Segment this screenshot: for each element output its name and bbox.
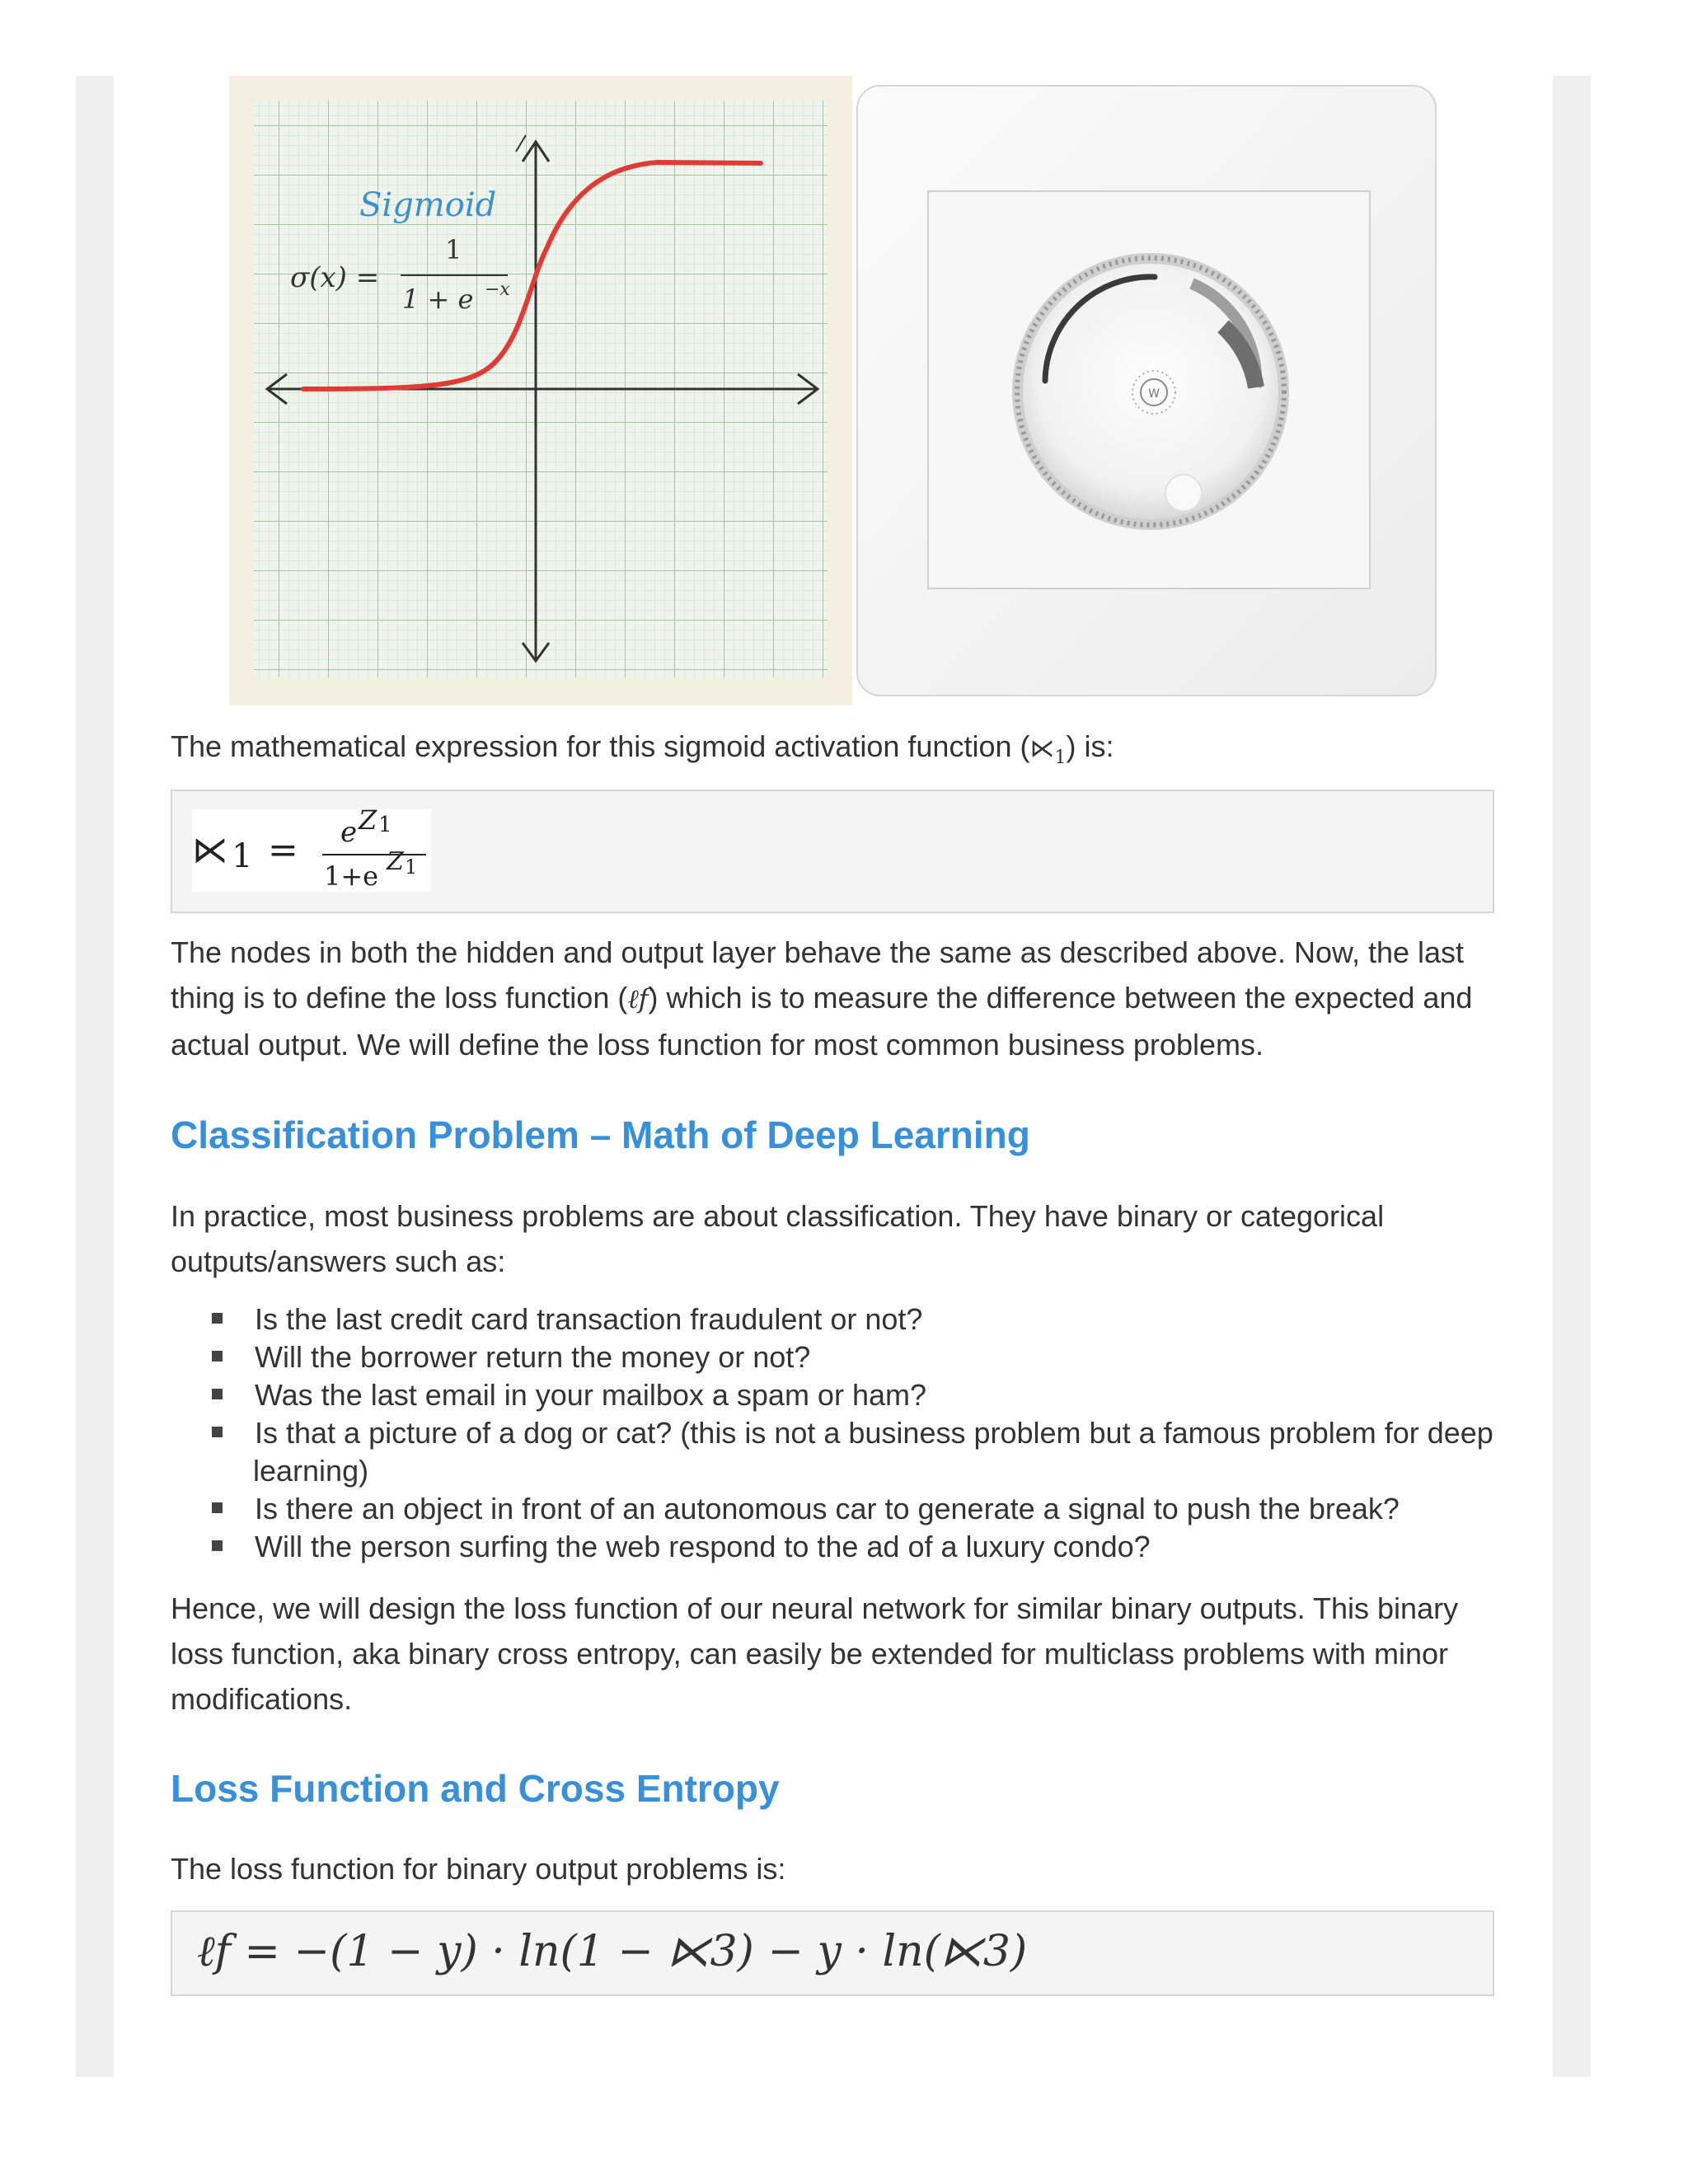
- ltimes-subscript: 1: [1054, 748, 1067, 769]
- loss-intro-paragraph: [171, 930, 1506, 1067]
- dimmer-badge: W: [1148, 387, 1160, 401]
- sigmoid-title: Sigmoid: [359, 186, 497, 224]
- list-item: [210, 1338, 1529, 1376]
- list-item-text: Was the last email in your mailbox a spam or ham?: [255, 1378, 926, 1412]
- sigmoid-lhs: σ(x) =: [290, 261, 380, 294]
- list-item-text: Will the person surfing the web respond to the ad of a luxury condo?: [255, 1530, 1151, 1563]
- sigmoid-denominator: 1 + e: [402, 284, 474, 315]
- para2-text-after: ) which is to measure the difference between the expected and actual output. We will define the loss function for most common business problems.: [171, 981, 1473, 1062]
- list-item-text: Is the last credit card transaction fraudulent or not?: [255, 1302, 923, 1336]
- formula1-num-base: e: [340, 816, 358, 849]
- classification-examples-list: [210, 1301, 1529, 1566]
- formula1-den-exp-sub: 1: [405, 855, 418, 879]
- bullet-marker: [212, 1389, 223, 1399]
- formula1-num-exp-sub: 1: [378, 813, 392, 837]
- sigmoid-intro-paragraph: [171, 724, 1506, 780]
- bullet-marker: [212, 1540, 223, 1551]
- sigmoid-numerator: 1: [445, 234, 462, 265]
- formula1-num-exp: Z: [359, 804, 377, 836]
- formula1-lhs-sub: 1: [232, 837, 253, 875]
- loss-function-intro: The loss function for binary output problems is:: [171, 1852, 786, 1886]
- formula1-equals: =: [268, 829, 298, 871]
- list-item: [210, 1490, 1529, 1528]
- bullet-marker: [212, 1313, 223, 1324]
- classification-heading: Classification Problem – Math of Deep Learning: [171, 1113, 1030, 1156]
- loss-formula-box: [171, 1910, 1494, 1996]
- list-item: [210, 1376, 1529, 1414]
- list-item: [210, 1414, 1529, 1490]
- right-page-gutter: [1553, 76, 1591, 2077]
- sigmoid-graph: [229, 76, 852, 705]
- para1-text-before: The mathematical expression for this sigmoid activation function (: [171, 729, 1030, 763]
- sigmoid-formula: [192, 804, 431, 892]
- bullet-marker: [212, 1502, 223, 1513]
- list-item: [210, 1301, 1529, 1338]
- formula1-lhs-symbol: ⋉: [192, 829, 228, 871]
- list-item-text: Is there an object in front of an autonomous car to generate a signal to push the break?: [255, 1492, 1400, 1526]
- dimmer-switch-image: [854, 82, 1439, 699]
- list-item: [210, 1528, 1529, 1566]
- loss-formula: ℓf = −(1 − y) · ln(1 − ⋉3) − y · ln(⋉3): [197, 1927, 1028, 1976]
- classification-paragraph: In practice, most business problems are about classification. They have binary or categorical outputs/answers such as:: [171, 1199, 1385, 1278]
- sigmoid-graph-figure: [229, 76, 852, 705]
- left-page-gutter: [76, 76, 114, 2077]
- sigmoid-exponent: −x: [485, 279, 510, 300]
- list-item-text: Will the borrower return the money or not?: [255, 1340, 811, 1374]
- sigmoid-formula-box: [171, 790, 1494, 913]
- loss-function-heading: Loss Function and Cross Entropy: [171, 1767, 780, 1810]
- bullet-marker: [212, 1351, 223, 1361]
- formula1-den-exp: Z: [387, 847, 404, 876]
- binary-loss-paragraph: Hence, we will design the loss function of our neural network for similar binary outputs. This binary loss function, aka binary cross entropy, can easily be extended for multiclass problems with minor modifications.: [171, 1591, 1459, 1716]
- para2-text-before: The nodes in both the hidden and output layer behave the same as described above. Now, the last thing is to define the loss function (: [171, 935, 1465, 1015]
- para1-text-after: ) is:: [1066, 729, 1114, 763]
- list-item-text: Is that a picture of a dog or cat? (this is not a business problem but a famous problem for deep learning): [253, 1416, 1493, 1488]
- formula1-den-prefix: 1+e: [324, 860, 379, 892]
- loss-function-symbol: ℓf: [627, 983, 649, 1015]
- dimmer-switch-figure: [854, 82, 1439, 699]
- bullet-marker: [212, 1427, 223, 1437]
- ltimes-symbol: ⋉: [1029, 734, 1055, 763]
